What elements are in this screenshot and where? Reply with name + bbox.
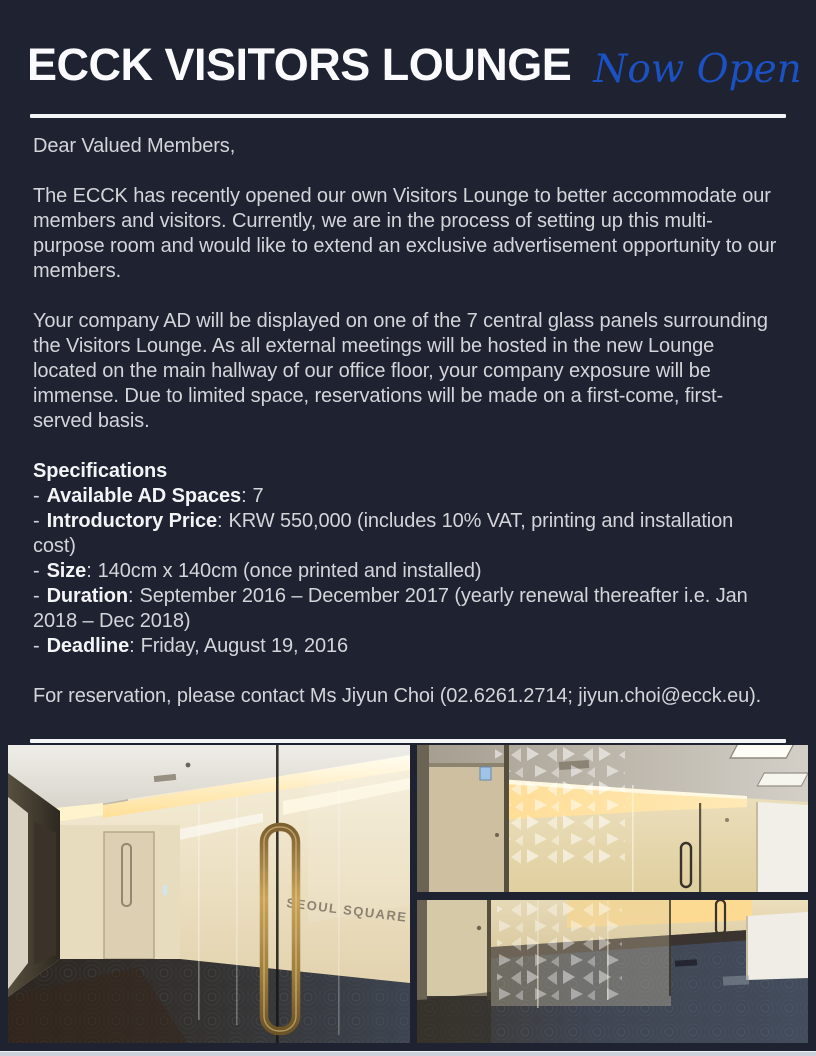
page-bottom-edge: [0, 1051, 816, 1056]
photo-lounge-corridor: [8, 745, 410, 1043]
spec-label: Duration: [46, 585, 128, 607]
spec-value: KRW 550,000 (includes 10% VAT, printing and installation cost): [33, 510, 734, 557]
spec-row-price: [33, 509, 778, 559]
spec-row-deadline: [33, 634, 778, 659]
spec-label: Introductory Price: [46, 510, 218, 532]
spec-dash: -: [33, 485, 40, 507]
spec-row-duration: [33, 584, 778, 634]
exit-sign: [480, 767, 491, 780]
contact-line: For reservation, please contact Ms Jiyun Choi (02.6261.2714; jiyun.choi@ecck.eu).: [33, 685, 762, 707]
spec-colon: :: [217, 510, 223, 532]
spec-label: Size: [46, 560, 87, 582]
spec-colon: :: [241, 485, 247, 507]
frosted-triangle-decals: [495, 745, 625, 865]
left-white-door: [8, 797, 28, 989]
spec-dash: -: [33, 635, 40, 657]
body-text: [0, 134, 816, 709]
divider-bottom: [30, 739, 786, 743]
spec-value: 140cm x 140cm (once printed and installed): [97, 560, 482, 582]
photo-glass-panels-bottom: [417, 900, 808, 1043]
spec-colon: :: [86, 560, 92, 582]
spec-value: September 2016 – December 2017 (yearly renewal thereafter i.e. Jan 2018 – Dec 2018): [33, 585, 748, 632]
left-door: [427, 900, 487, 996]
details-paragraph: Your company AD will be displayed on one of the 7 central glass panels surrounding the Visitors Lounge. As all external meetings will be hosted in the new Lounge located on the main hallway of our office floor, your company exposure will be immense. Due to limited space, reservations will be made on a first-come, first-served basis.: [33, 310, 768, 432]
spec-colon: :: [127, 585, 134, 607]
spec-value: Friday, August 19, 2016: [140, 635, 349, 657]
page-title: ECCK VISITORS LOUNGE: [27, 39, 572, 90]
left-door: [429, 763, 504, 892]
header: [0, 0, 816, 92]
now-open-label: Now Open: [593, 47, 802, 92]
spec-dash: -: [33, 560, 40, 582]
spec-colon: :: [129, 635, 135, 657]
left-dark-door: [34, 821, 56, 965]
spec-row-ad-spaces: [33, 484, 778, 509]
spec-label: Available AD Spaces: [46, 485, 242, 507]
right-white-wall: [757, 802, 808, 892]
spec-dash: -: [33, 510, 40, 532]
spec-dash: -: [33, 585, 40, 607]
glass-door-edge: [669, 900, 671, 996]
salutation: Dear Valued Members,: [33, 135, 236, 157]
spec-label: Deadline: [46, 635, 130, 657]
seoul-square-sign: SEOUL SQUARE: [285, 895, 409, 925]
far-glass-door: [104, 832, 154, 959]
divider-top: [30, 114, 786, 118]
intro-paragraph: The ECCK has recently opened our own Visitors Lounge to better accommodate our members and visitors. Currently, we are in the process of setting up this multi-purpose room and would like to extend an exclusive advertisement opportunity to our members.: [33, 185, 777, 282]
right-white-wall: [747, 912, 808, 980]
spec-row-size: [33, 559, 778, 584]
glass-door-edge: [699, 803, 701, 892]
glass-door-edge: [276, 745, 279, 1043]
photo-glass-panels-top: [417, 745, 808, 892]
specs-heading: Specifications: [33, 460, 168, 482]
spec-value: 7: [252, 485, 264, 507]
frosted-triangle-decals: [497, 900, 622, 1000]
